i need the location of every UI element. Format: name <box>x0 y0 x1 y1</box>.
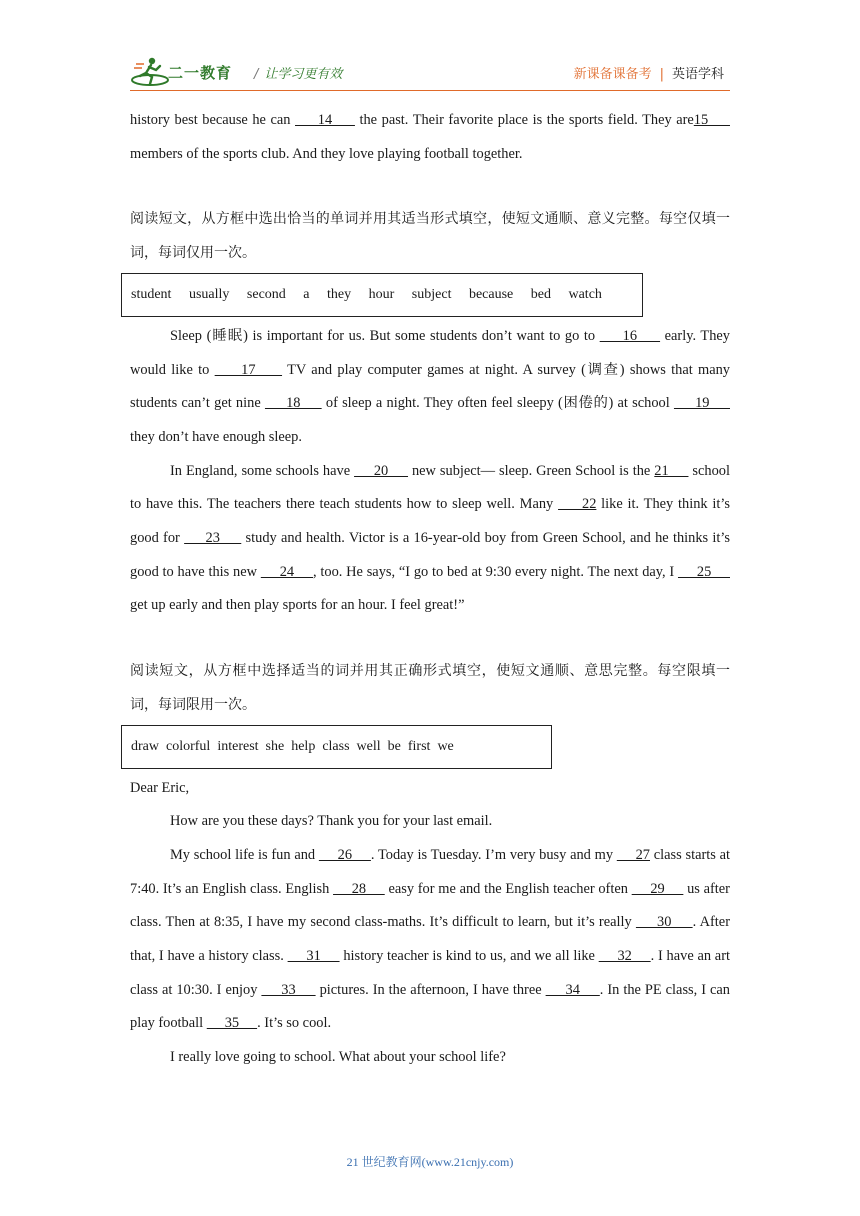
word-option: draw <box>131 738 159 754</box>
page-footer: 21 世纪教育网(www.21cnjy.com) <box>346 1155 514 1169</box>
blank-34: 34 <box>545 981 600 998</box>
word-option: watch <box>568 286 602 302</box>
text-run: school to have this. The teachers there teach students how to sleep well. Many <box>130 462 730 513</box>
logo-text: 二一教育 <box>168 64 233 82</box>
blank-21: 21 <box>654 462 689 479</box>
word-option: because <box>468 286 514 302</box>
blank-31: 31 <box>287 948 340 965</box>
section2-instruction: 阅读短文，从方框中选出恰当的单词并用其适当形式填空，使短文通顺、意义完整。每空仅填一词，每词仅用一次。 <box>130 211 730 262</box>
blank-29: 29 <box>631 880 684 897</box>
word-option: colorful <box>166 738 211 754</box>
text-run: they don’t have enough sleep. <box>130 428 302 445</box>
blank-20: 20 <box>354 462 409 479</box>
blank-30: 30 <box>635 914 693 931</box>
text-run: TV and play computer games at night. A survey (调查) shows that many students can’t get nine <box>130 361 730 412</box>
section3-word-box <box>121 725 552 769</box>
word-option: second <box>246 286 286 302</box>
text-run: My school life is fun and <box>170 846 319 863</box>
text-run: the past. Their favorite place is the sports field. They are <box>354 112 694 128</box>
text-run: us after class. Then at 8:35, I have my second class-maths. It’s difficult to learn, but it’s really <box>130 880 730 931</box>
word-option: subject <box>411 286 452 302</box>
blank-27: 27 <box>616 846 650 863</box>
text-run: . Today is Tuesday. I’m very busy and my <box>370 846 617 863</box>
blank-26: 26 <box>318 846 371 863</box>
word-option: bed <box>530 286 551 302</box>
header-label-prep: 新课备课备考 <box>573 67 652 82</box>
header-slogan: / 让学习更有效 <box>254 67 343 82</box>
passage1-paragraph <box>130 104 730 171</box>
blank-35: 35 <box>206 1015 258 1032</box>
letter-greeting: Dear Eric, <box>130 779 190 796</box>
blank-33: 33 <box>261 981 316 998</box>
word-option: be <box>387 738 401 754</box>
section2-paragraph-2 <box>130 455 730 624</box>
word-option: first <box>407 738 431 754</box>
word-option: well <box>356 738 381 754</box>
blank-14: 14 <box>295 112 355 128</box>
blank-28: 28 <box>333 880 385 897</box>
slogan-text: 让学习更有效 <box>264 67 343 82</box>
text-run: pictures. In the afternoon, I have three <box>315 981 546 998</box>
blank-25: 25 <box>677 563 730 580</box>
section2-word-box <box>121 273 643 317</box>
text-run: . After that, I have a history class. <box>130 914 730 965</box>
text-run: In England, some schools have <box>170 462 355 479</box>
word-option: student <box>131 286 172 302</box>
text-run: early. They would like to <box>130 327 730 378</box>
section2-paragraph-1 <box>130 320 730 455</box>
text-run: history teacher is kind to us, and we all like <box>339 948 599 965</box>
word-option: we <box>437 738 454 754</box>
text-run: Sleep (睡眠) is important for us. But some students don’t want to go to <box>170 327 600 344</box>
word-option: she <box>265 738 285 754</box>
text-run: class starts at 7:40. It’s an English class. English <box>130 846 731 897</box>
section3-instruction: 阅读短文，从方框中选择适当的词并用其正确形式填空，使短文通顺、意思完整。每空限填一词，每词限用一次。 <box>130 663 730 713</box>
blank-17: 17 <box>214 361 283 378</box>
text-run: of sleep a night. They often feel sleepy (困倦的) at school <box>321 395 674 412</box>
text-run: . In the PE class, I can play football <box>130 981 730 1032</box>
text-run: , too. He says, “I go to bed at 9:30 every night. The next day, I <box>313 563 678 580</box>
word-option: hour <box>368 286 395 302</box>
word-option: a <box>303 286 310 302</box>
text-run: members of the sports club. And they love playing football together. <box>130 145 523 162</box>
text-run: study and health. Victor is a 16-year-old boy from Green School, and he thinks it’s good to have this new <box>130 530 730 580</box>
spacer <box>130 171 730 203</box>
document-body <box>130 104 730 1075</box>
text-run: history best because he can <box>130 112 296 128</box>
blank-16: 16 <box>599 327 661 344</box>
letter-paragraph-2 <box>130 839 730 1041</box>
text-run: like it. They think it’s good for <box>130 496 730 547</box>
word-option: usually <box>188 286 230 302</box>
blank-32: 32 <box>598 948 651 965</box>
text-run: . I have an art class at 10:30. I enjoy <box>130 948 730 998</box>
blank-22: 22 <box>558 496 597 513</box>
letter-paragraph-3: I really love going to school. What about your school life? <box>170 1049 506 1066</box>
header-subject <box>574 63 724 82</box>
text-run: new subject— sleep. Green School is the <box>408 462 655 479</box>
page-header <box>130 56 730 91</box>
spacer <box>130 623 730 655</box>
word-option: help <box>291 738 316 754</box>
text-run: . It’s so cool. <box>257 1015 332 1032</box>
blank-15: 15 <box>693 112 730 128</box>
blank-18: 18 <box>264 395 322 412</box>
blank-24: 24 <box>260 563 313 580</box>
word-option: class <box>322 738 350 754</box>
header-label-subject: 英语学科 <box>671 67 724 82</box>
header-separator: | <box>659 67 664 82</box>
word-option: interest <box>217 738 259 754</box>
word-option: they <box>327 286 352 302</box>
blank-19: 19 <box>673 395 730 412</box>
text-run: get up early and then play sports for an hour. I feel great!” <box>130 597 465 614</box>
blank-23: 23 <box>184 530 242 547</box>
letter-paragraph-1: How are you these days? Thank you for your last email. <box>170 813 493 830</box>
text-run: easy for me and the English teacher often <box>384 880 632 897</box>
